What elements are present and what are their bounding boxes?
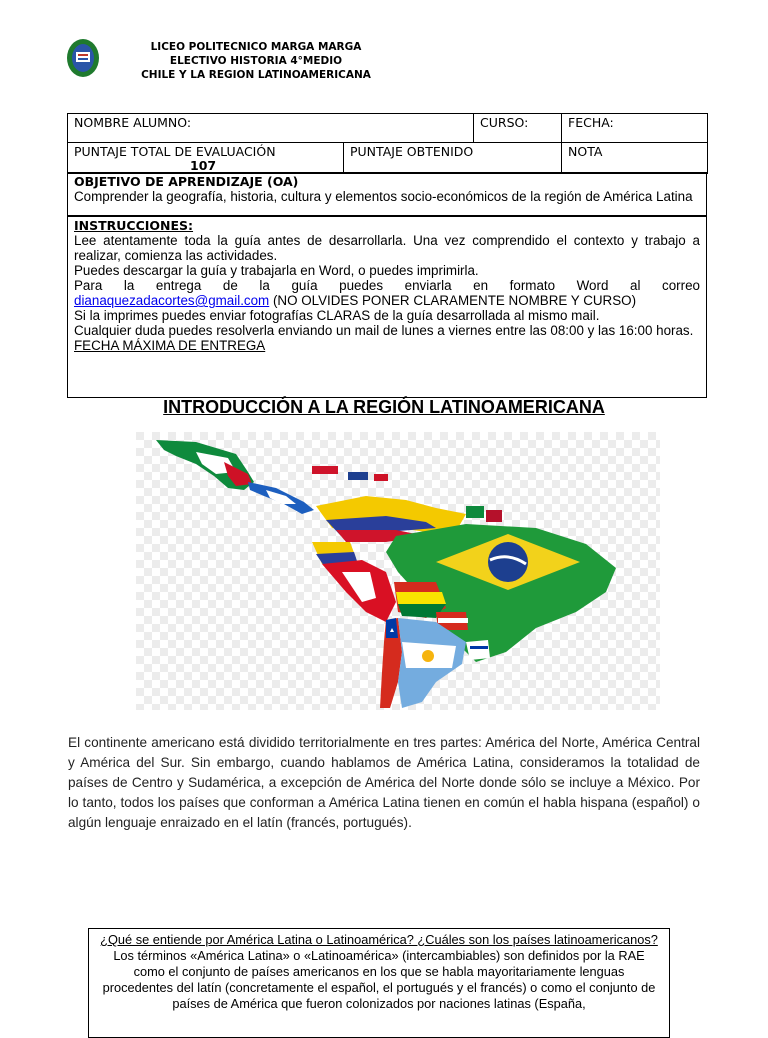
email-link[interactable]: dianaquezadacortes@gmail.com	[74, 293, 270, 308]
instruction-line-5: Cualquier duda puedes resolverla enviando un mail de lunes a viernes entre las 08:00 y las 16:00 horas.	[74, 323, 694, 338]
school-name: LICEO POLITECNICO MARGA MARGA	[150, 41, 362, 53]
definition-question: ¿Qué se entiende por América Latina o Latinoamérica? ¿Cuáles son los países latinoamericanos?	[100, 932, 658, 947]
section-title: INTRODUCCIÓN A LA REGIÓN LATINOAMERICANA	[163, 397, 605, 417]
puntaje-obtenido-cell[interactable]: PUNTAJE OBTENIDO	[344, 143, 562, 174]
puntaje-total-value: 107	[190, 158, 217, 173]
instruction-line-1: Lee atentamente toda la guía antes de desarrollarla. Una vez comprendido el contexto y trabajo a realizar, comienza las actividades.	[74, 233, 700, 263]
fecha-cell[interactable]: FECHA:	[562, 114, 708, 143]
puntaje-total-cell: PUNTAJE TOTAL DE EVALUACIÓN 107	[68, 143, 344, 174]
latin-america-flag-map	[136, 432, 660, 710]
definition-box	[88, 928, 670, 1038]
instructions-label: INSTRUCCIONES:	[74, 218, 194, 233]
student-info-table	[67, 113, 708, 174]
header-text	[106, 40, 406, 82]
objective-label: OBJETIVO DE APRENDIZAJE (OA)	[74, 174, 299, 189]
instruction-line-2: Puedes descargar la guía y trabajarla en Word, o puedes imprimirla.	[74, 263, 479, 278]
objective-block	[67, 172, 707, 216]
instruction-line-4: Si la imprimes puedes enviar fotografías CLARAS de la guía desarrollada al mismo mail.	[74, 308, 600, 323]
instruction-line-3b: dianaquezadacortes@gmail.com (NO OLVIDES PONER CLARAMENTE NOMBRE Y CURSO)	[74, 293, 637, 308]
instructions-block	[67, 216, 707, 398]
instruction-line-3: Para la entrega de la guía puedes enviarla en formato Word al correo	[74, 278, 700, 293]
header	[66, 34, 706, 84]
school-logo-icon	[66, 38, 100, 78]
deadline-label: FECHA MÁXIMA DE ENTREGA	[74, 338, 266, 353]
curso-cell[interactable]: CURSO:	[474, 114, 562, 143]
definition-text: Los términos «América Latina» o «Latinoamérica» (intercambiables) son definidos por la RAE como el conjunto de países americanos en los que se habla mayoritariamente lenguas procedentes del latín (concretamente el español, el portugués y el francés) o como el conjunto de países de América que fueron colonizados por naciones latinas (España,	[102, 948, 656, 1011]
course-name: ELECTIVO HISTORIA 4°MEDIO	[169, 55, 343, 67]
nombre-alumno-cell[interactable]: NOMBRE ALUMNO:	[68, 114, 474, 143]
intro-paragraph: El continente americano está dividido territorialmente en tres partes: América del Norte, América Central y América del Sur. Sin embargo, cuando hablamos de América Latina, consideramos la totalidad de países de Centro y Sudamérica, a excepción de América del Norte donde sólo se incluye a México. Por lo tanto, todos los países que conforman a América Latina tienen en común el habla hispana (español) o algún lenguaje enraizado en el latín (francés, portugués).	[68, 735, 700, 830]
subject-name: CHILE Y LA REGION LATINOAMERICANA	[141, 69, 371, 81]
nota-cell[interactable]: NOTA	[562, 143, 708, 174]
objective-text: Comprender la geografía, historia, cultura y elementos socio-económicos de la región de América Latina	[74, 189, 693, 204]
